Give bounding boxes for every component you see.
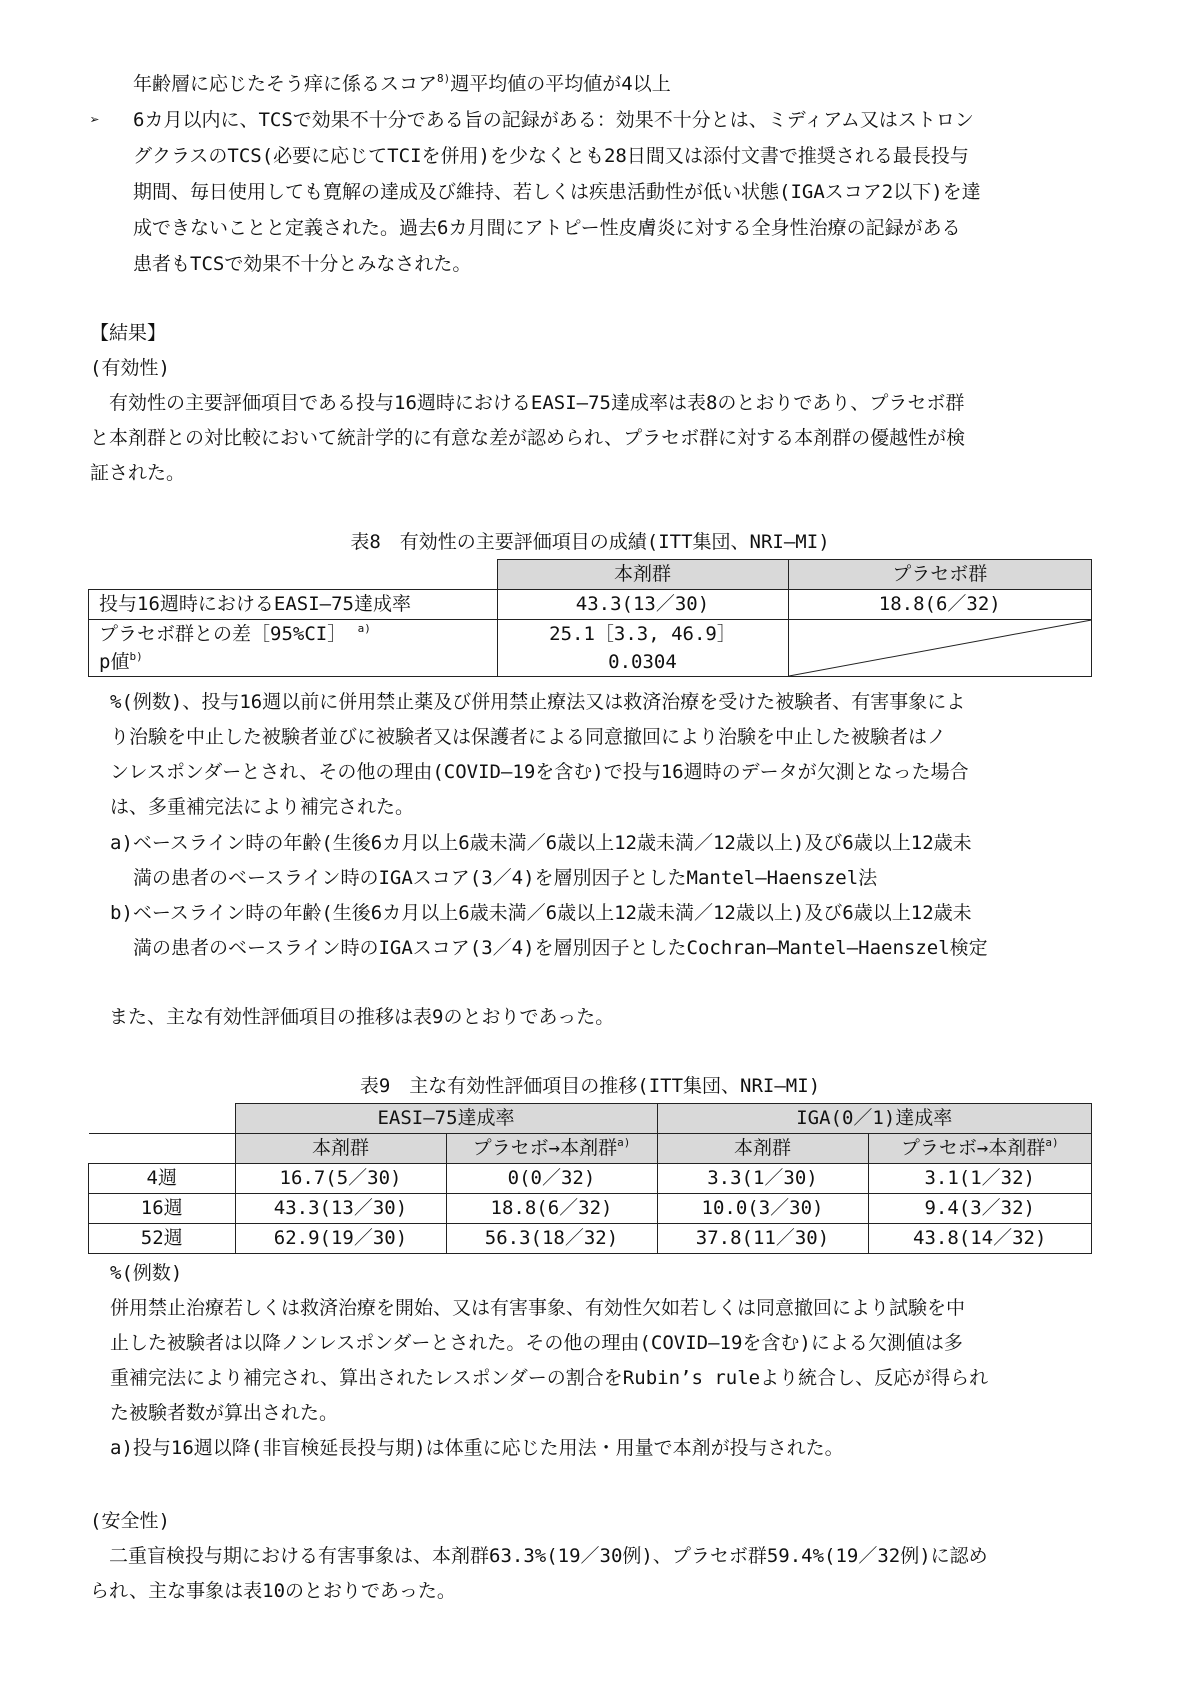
diagonal-slash	[789, 620, 1092, 676]
table9-corner	[89, 1134, 236, 1164]
table9-cell: 9.4(3／32)	[868, 1194, 1092, 1224]
table9-sub-header: 本剤群	[657, 1134, 868, 1164]
bullet-line: 成できないことと定義された。過去6カ月間にアトピー性皮膚炎に対する全身性治療の記録がある	[133, 217, 961, 239]
table9-note-line: a)投与16週以降(非盲検延長投与期)は体重に応じた用法・用量で本剤が投与された。	[110, 1437, 844, 1459]
table9-cell: 43.3(13／30)	[235, 1194, 446, 1224]
table8-note-line: り治験を中止した被験者並びに被験者又は保護者による同意撤回により治験を中止した被験者はノ	[110, 726, 947, 748]
bullet-line: 期間、毎日使用しても寛解の達成及び維持、若しくは疾患活動性が低い状態(IGAスコア2以下)を達	[133, 181, 981, 203]
table8-corner	[89, 560, 498, 590]
table9-sub-header: プラセボ→本剤群$^{a)}$	[868, 1134, 1092, 1164]
bullet-line: 患者もTCSで効果不十分とみなされた。	[133, 253, 472, 275]
efficacy-paragraph-line: 有効性の主要評価項目である投与16週時におけるEASI—75達成率は表8のとおりであり、プラセボ群	[90, 392, 965, 414]
table9-cell: 62.9(19／30)	[235, 1224, 446, 1254]
safety-heading: (安全性)	[90, 1510, 170, 1532]
table9-corner	[89, 1104, 236, 1134]
table9-cell: 10.0(3／30)	[657, 1194, 868, 1224]
bullet-line: グクラスのTCS(必要に応じてTCIを併用)を少なくとも28日間又は添付文書で推奨される最長投与	[133, 145, 969, 167]
table9-note-line: 重補完法により補完され、算出されたレスポンダーの割合をRubin’s ruleより統合し、反応が得られ	[110, 1367, 989, 1389]
table9-cell: 18.8(6／32)	[446, 1194, 657, 1224]
bullet-arrow-icon: ➢	[90, 110, 100, 129]
table-row	[89, 1194, 1092, 1224]
table9-cell: 3.1(1／32)	[868, 1164, 1092, 1194]
table8-note-line: a)ベースライン時の年齢(生後6カ月以上6歳未満／6歳以上12歳未満／12歳以上)及び6歳以上12歳未	[110, 832, 972, 854]
table9-note-line: 併用禁止治療若しくは救済治療を開始、又は有害事象、有効性欠如若しくは同意撤回により試験を中	[110, 1297, 966, 1319]
table9-sub-header: プラセボ→本剤群$^{a)}$	[446, 1134, 657, 1164]
table8-row-label: プラセボ群との差［95%CI］ $^{a)}$ p値$^{b)}$	[89, 620, 498, 677]
table9-group-header: IGA(0／1)達成率	[657, 1104, 1092, 1134]
table9-intro: また、主な有効性評価項目の推移は表9のとおりであった。	[90, 1006, 615, 1028]
table8-note-line: は、多重補完法により補完された。	[110, 796, 415, 818]
table8-header: 本剤群	[497, 560, 788, 590]
bullet-line: 6カ月以内に、TCSで効果不十分である旨の記録がある：効果不十分とは、ミディアム又はストロン	[133, 109, 974, 131]
table8-note-line: 満の患者のベースライン時のIGAスコア(3／4)を層別因子としたMantel—Haenszel法	[133, 867, 878, 889]
table9	[88, 1103, 1092, 1254]
table8-caption: 表8 有効性の主要評価項目の成績(ITT集団、NRI—MI)	[350, 531, 830, 553]
efficacy-paragraph-line: 証された。	[90, 462, 186, 484]
table9-caption: 表9 主な有効性評価項目の推移(ITT集団、NRI—MI)	[359, 1075, 821, 1097]
table9-note-line: 止した被験者は以降ノンレスポンダーとされた。その他の理由(COVID—19を含む)による欠測値は多	[110, 1332, 963, 1354]
table8-header: プラセボ群	[788, 560, 1092, 590]
efficacy-heading: (有効性)	[90, 357, 170, 379]
table9-cell: 16.7(5／30)	[235, 1164, 446, 1194]
table8	[88, 559, 1092, 677]
table8-note-line: %(例数)、投与16週以前に併用禁止薬及び併用禁止療法又は救済治療を受けた被験者、有害事象によ	[110, 691, 966, 713]
efficacy-paragraph-line: と本剤群との対比較において統計学的に有意な差が認められ、プラセボ群に対する本剤群の優越性が検	[90, 427, 966, 449]
criteria-line: 年齢層に応じたそう痒に係るスコア$^{8)}$週平均値の平均値が4以上	[133, 72, 671, 95]
table9-row-label: 52週	[89, 1224, 236, 1254]
table-row	[89, 1224, 1092, 1254]
table9-sub-header: 本剤群	[235, 1134, 446, 1164]
table9-cell: 0(0／32)	[446, 1164, 657, 1194]
table-row	[89, 1164, 1092, 1194]
safety-paragraph-line: られ、主な事象は表10のとおりであった。	[90, 1580, 456, 1602]
table8-cell: 43.3(13／30)	[497, 590, 788, 620]
table9-note-line: た被験者数が算出された。	[110, 1402, 339, 1424]
table8-cell: 25.1［3.3, 46.9］ 0.0304	[497, 620, 788, 677]
table9-cell: 37.8(11／30)	[657, 1224, 868, 1254]
table8-cell: 18.8(6／32)	[788, 590, 1092, 620]
table8-note-line: ンレスポンダーとされ、その他の理由(COVID—19を含む)で投与16週時のデータが欠測となった場合	[110, 761, 969, 783]
table9-cell: 3.3(1／30)	[657, 1164, 868, 1194]
table9-row-label: 4週	[89, 1164, 236, 1194]
safety-paragraph-line: 二重盲検投与期における有害事象は、本剤群63.3%(19／30例)、プラセボ群59.4%(19／32例)に認め	[90, 1545, 988, 1567]
table9-row-label: 16週	[89, 1194, 236, 1224]
table8-note-line: 満の患者のベースライン時のIGAスコア(3／4)を層別因子としたCochran—Mantel—Haenszel検定	[133, 937, 988, 959]
table9-cell: 43.8(14／32)	[868, 1224, 1092, 1254]
table8-diagonal-cell	[788, 620, 1092, 677]
table9-cell: 56.3(18／32)	[446, 1224, 657, 1254]
results-heading: 【結果】	[90, 322, 167, 344]
table9-group-header: EASI—75達成率	[235, 1104, 657, 1134]
table8-note-line: b)ベースライン時の年齢(生後6カ月以上6歳未満／6歳以上12歳未満／12歳以上)及び6歳以上12歳未	[110, 902, 972, 924]
table8-row-label: 投与16週時におけるEASI—75達成率	[89, 590, 498, 620]
table9-note-line: %(例数)	[110, 1262, 183, 1284]
